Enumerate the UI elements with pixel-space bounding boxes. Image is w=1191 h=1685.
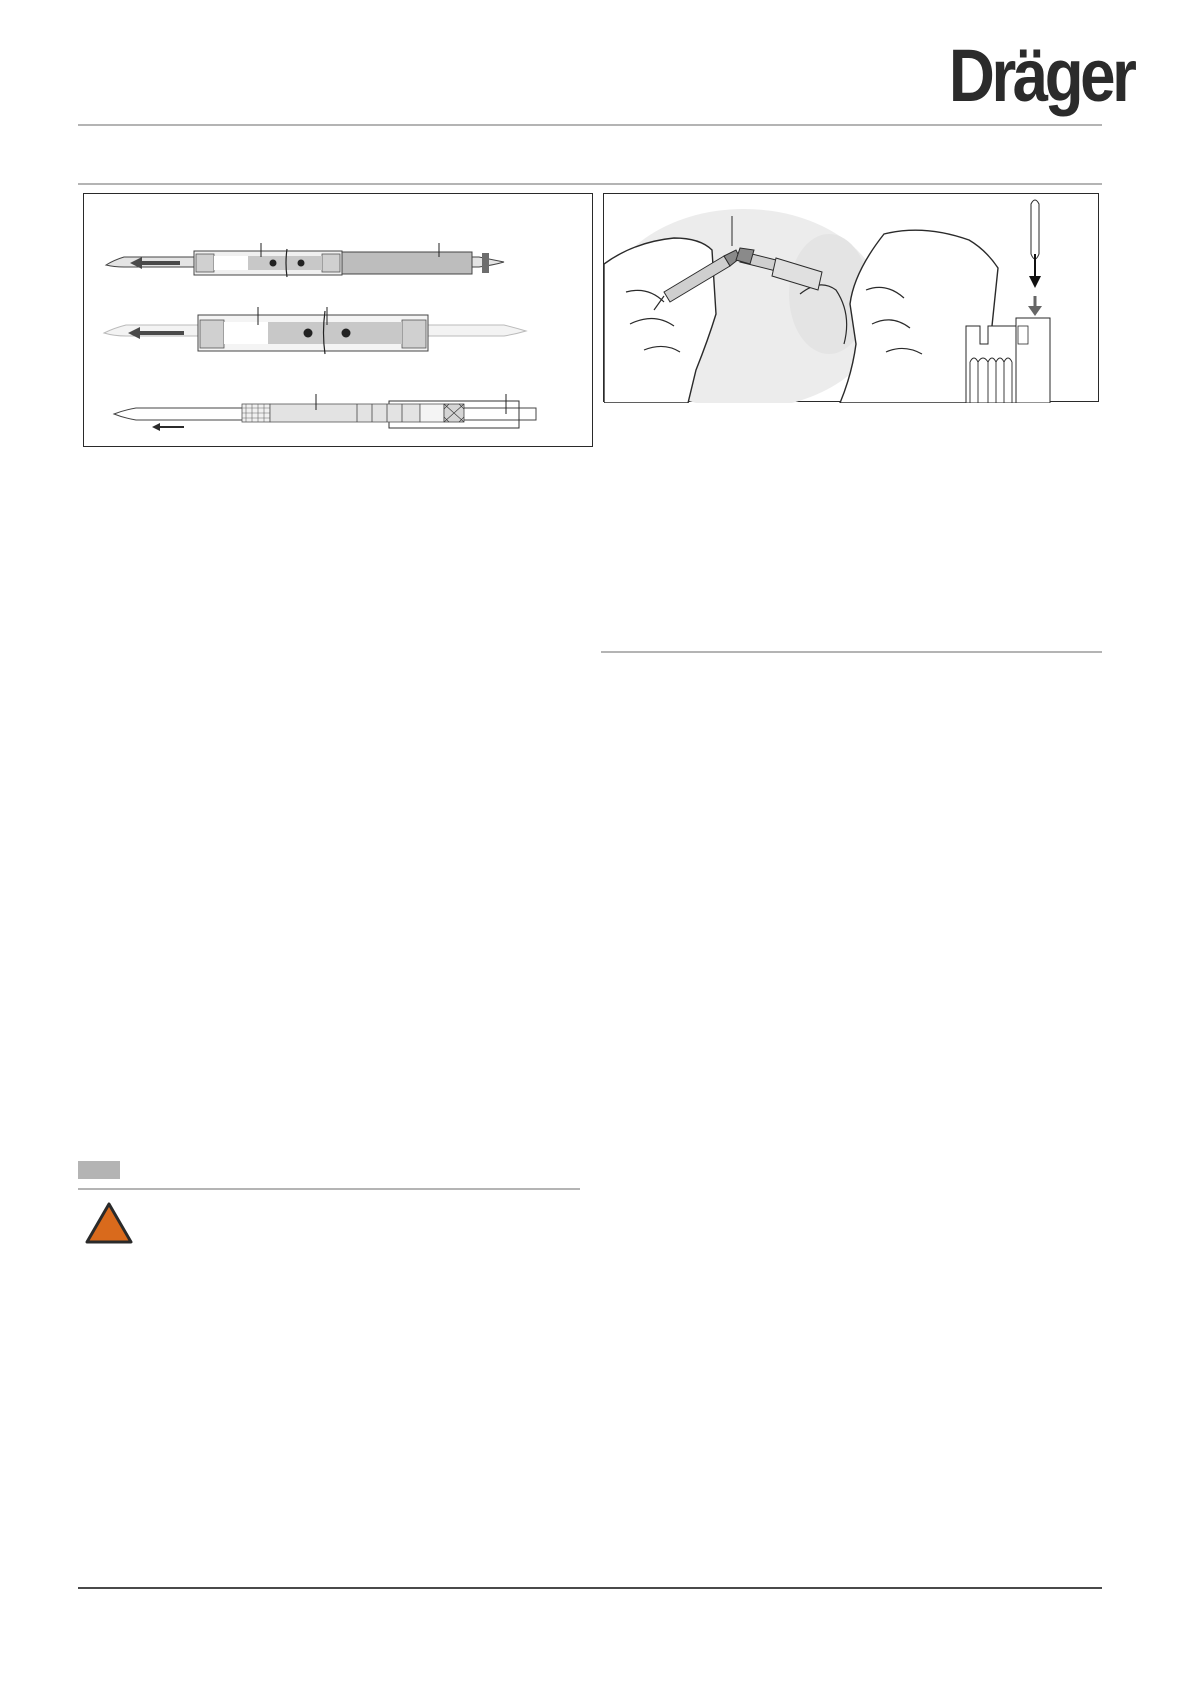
arrow-left-icon [152, 423, 184, 431]
brand-logo: Dräger [948, 34, 1134, 117]
arrow-down-icon [1028, 254, 1042, 316]
tube-1 [106, 243, 504, 277]
footer-rule [78, 1587, 1102, 1589]
header-rule-top [78, 124, 1102, 126]
warning-section-rule [78, 1188, 580, 1190]
figure-detector-tubes [83, 193, 593, 447]
warning-triangle-icon [84, 1201, 134, 1245]
header-rule-bottom [78, 183, 1102, 185]
right-column-rule [601, 651, 1102, 653]
tube-3 [114, 394, 536, 431]
tube-2 [104, 307, 526, 354]
tubes-illustration [84, 194, 594, 448]
hands-illustration [604, 194, 1100, 403]
figure-tube-handling [603, 193, 1099, 402]
section-tag [78, 1161, 120, 1179]
